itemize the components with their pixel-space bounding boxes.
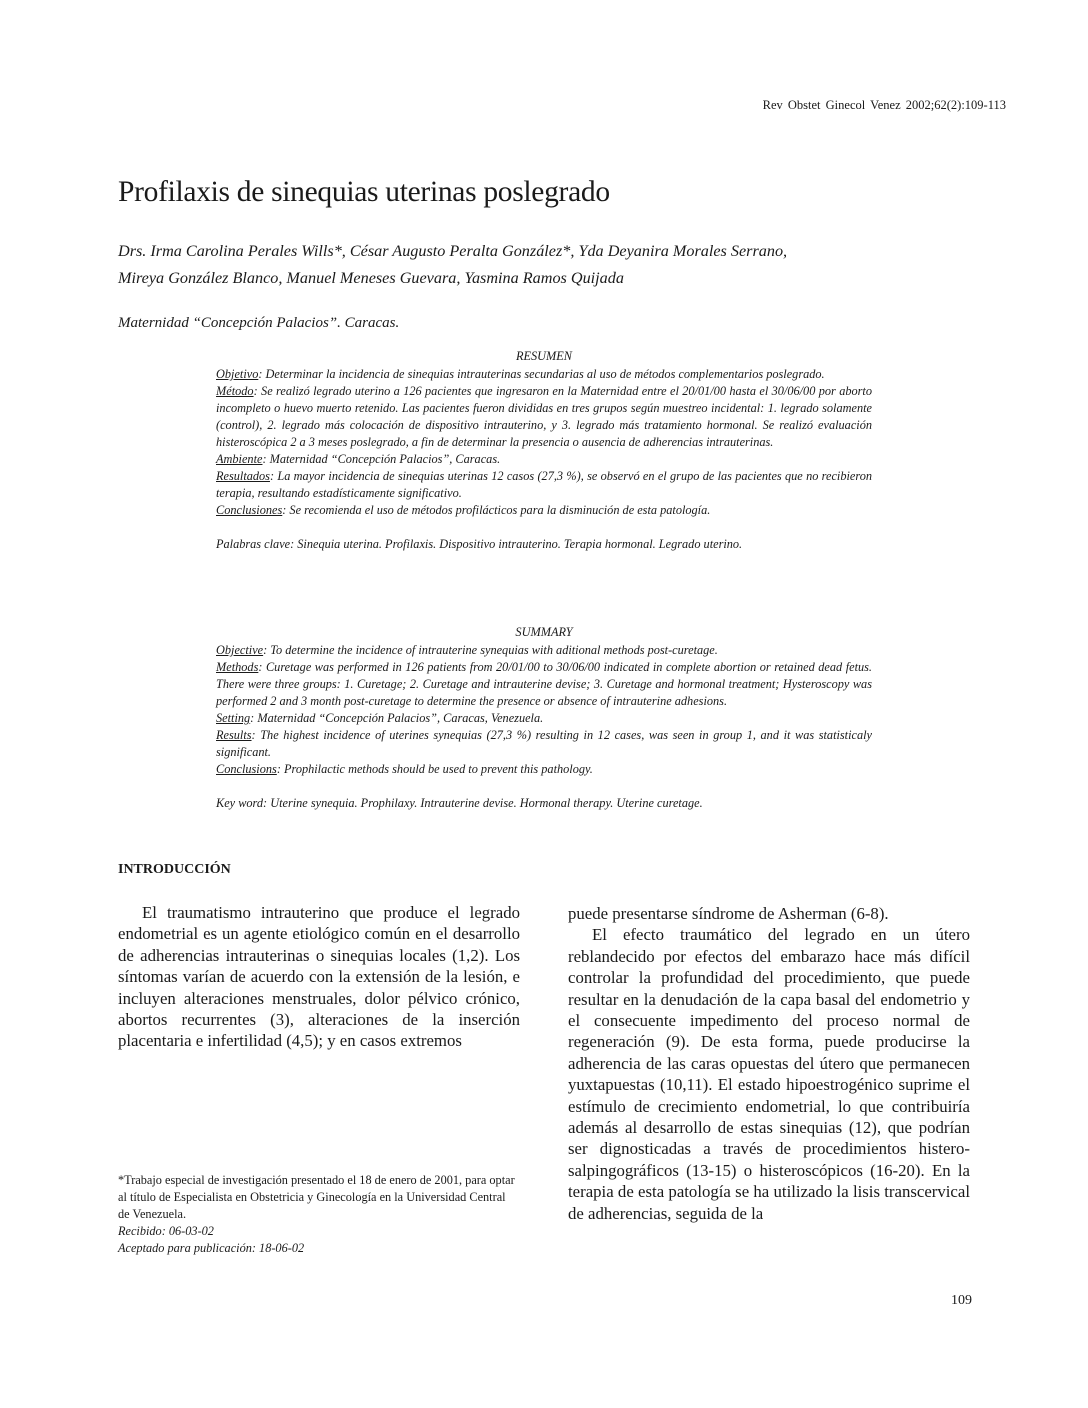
institution: Maternidad “Concepción Palacios”. Caracas. <box>118 315 400 331</box>
footnote <box>118 1172 520 1257</box>
conclusiones-text: : Se recomienda el uso de métodos profilácticos para la disminución de esta patología. <box>282 503 711 517</box>
resumen-objetivo <box>216 366 872 383</box>
intro-paragraph-2: El efecto traumático del legrado en un útero reblandecido por efectos del embarazo hace más difícil controlar la profundidad del procedimiento, que puede resultar en la denudación de la capa basal del endometrio y el consecuente impedimento del proceso normal de regeneración (9). De esta forma, puede producirse la adherencia de las caras opuestas del útero que permanecen yuxtapuestas (10,11). El estado hipoestrogénico suprime el estímulo de crecimiento endometrial, lo que contribuiría además al desarrollo de estas sinequias (12), que podrían ser dignosticadas a través de procedimientos histero-salpingográficos (13-15) o histeroscópicos (16-20). En la terapia de esta patología se ha utilizado la lisis transcervical de adherencias, seguida de la <box>568 925 970 1223</box>
conclusions-label: Conclusions <box>216 762 277 776</box>
intro-paragraph-1: El traumatismo intrauterino que produce el legrado endometrial es un agente etiológico común en el desarrollo de adherencias intrauterinas o sinequias locales (1,2). Los síntomas varían de acuerdo con la extensión de la lesión, e incluyen alteraciones menstruales, dolor pélvico crónico, abortos recurrentes (3), alteraciones de la inserción placentaria e infertilidad (4,5); y en casos extremos <box>118 903 520 1051</box>
received-date: Recibido: 06-03-02 <box>118 1224 214 1238</box>
footnote-text: *Trabajo especial de investigación presentado el 18 de enero de 2001, para optar al título de Especialista en Obstetricia y Ginecología en la Universidad Central de Venezuela. <box>118 1173 515 1221</box>
setting-label: Setting <box>216 711 251 725</box>
summary-block <box>216 624 872 812</box>
resumen-metodo <box>216 383 872 451</box>
conclusiones-label: Conclusiones <box>216 503 283 517</box>
resumen-conclusiones <box>216 502 872 519</box>
results-label: Results <box>216 728 252 742</box>
setting-text: : Maternidad “Concepción Palacios”, Caracas, Venezuela. <box>250 711 544 725</box>
accepted-date: Aceptado para publicación: 18-06-02 <box>118 1241 305 1255</box>
summary-objective <box>216 642 872 659</box>
summary-heading: SUMMARY <box>515 625 573 639</box>
palabras-clave: Palabras clave: Sinequia uterina. Profilaxis. Dispositivo intrauterino. Terapia hormonal. Legrado uterino. <box>216 537 743 551</box>
objetivo-label: Objetivo <box>216 367 259 381</box>
methods-text: : Curetage was performed in 126 patients from 20/01/00 to 30/06/00 indicated in complete abortion or retained dead fetus. There were three groups: 1. Curetage; 2. Curetage and intrauterine devise; 3. Curetage and hormonal treatment; Hysteroscopy was performed 2 and 3 month post-curetage to determine the presence or absence of intrauterine adhesions. <box>216 660 872 708</box>
resumen-block <box>216 348 872 553</box>
ambiente-text: : Maternidad “Concepción Palacios”, Caracas. <box>262 452 501 466</box>
resultados-label: Resultados <box>216 469 270 483</box>
page-number: 109 <box>951 1293 972 1308</box>
body-column-left <box>118 902 520 1052</box>
summary-conclusions <box>216 761 872 778</box>
results-text: : The highest incidence of uterines synequias (27,3 %) resulting in 12 cases, was seen in group 1, and it was statisticaly significant. <box>216 728 872 759</box>
summary-setting <box>216 710 872 727</box>
author-list <box>118 238 978 292</box>
section-heading-introduccion: INTRODUCCIÓN <box>118 862 231 877</box>
article-title: Profilaxis de sinequias uterinas poslegrado <box>118 176 610 208</box>
intro-paragraph-continued: puede presentarse síndrome de Asherman (6-8). <box>568 904 889 923</box>
resumen-resultados <box>216 468 872 502</box>
metodo-text: : Se realizó legrado uterino a 126 pacientes que ingresaron en la Maternidad entre el 20/01/00 hasta el 30/06/00 por aborto incompleto o huevo muerto retenido. Las pacientes fueron divididas en tres grupos según muestreo incidental: 1. legrado solamente (control), 2. legrado más colocación de dispositivo intrauterino, y 3. legrado más tratamiento hormonal. Se realizó evaluación histeroscópica 2 a 3 meses poslegrado, a fin de determinar la presencia o ausencia de adherencias intrauterinas. <box>216 384 872 449</box>
objective-text: : To determine the incidence of intrauterine synequias with aditional methods post-curetage. <box>263 643 718 657</box>
resumen-heading: RESUMEN <box>515 349 572 363</box>
objetivo-text: : Determinar la incidencia de sinequias intrauterinas secundarias al uso de métodos complementarios poslegrado. <box>258 367 825 381</box>
body-column-right <box>568 903 970 1224</box>
ambiente-label: Ambiente <box>216 452 263 466</box>
conclusions-text: : Prophilactic methods should be used to prevent this pathology. <box>276 762 593 776</box>
metodo-label: Método <box>216 384 254 398</box>
resumen-ambiente <box>216 451 872 468</box>
objective-label: Objective <box>216 643 264 657</box>
author-line-2: Mireya González Blanco, Manuel Meneses Guevara, Yasmina Ramos Quijada <box>118 269 624 287</box>
summary-methods <box>216 659 872 710</box>
journal-reference: Rev Obstet Ginecol Venez 2002;62(2):109-113 <box>762 98 1006 112</box>
summary-results <box>216 727 872 761</box>
author-line-1: Drs. Irma Carolina Perales Wills*, César Augusto Peralta González*, Yda Deyanira Morales Serrano, <box>118 242 788 260</box>
resultados-text: : La mayor incidencia de sinequias uterinas 12 casos (27,3 %), se observó en el grupo de las pacientes que no recibieron terapia, resultando estadísticamente significativo. <box>216 469 872 500</box>
key-words: Key word: Uterine synequia. Prophilaxy. Intrauterine devise. Hormonal therapy. Uterine curetage. <box>216 796 703 810</box>
methods-label: Methods <box>216 660 259 674</box>
